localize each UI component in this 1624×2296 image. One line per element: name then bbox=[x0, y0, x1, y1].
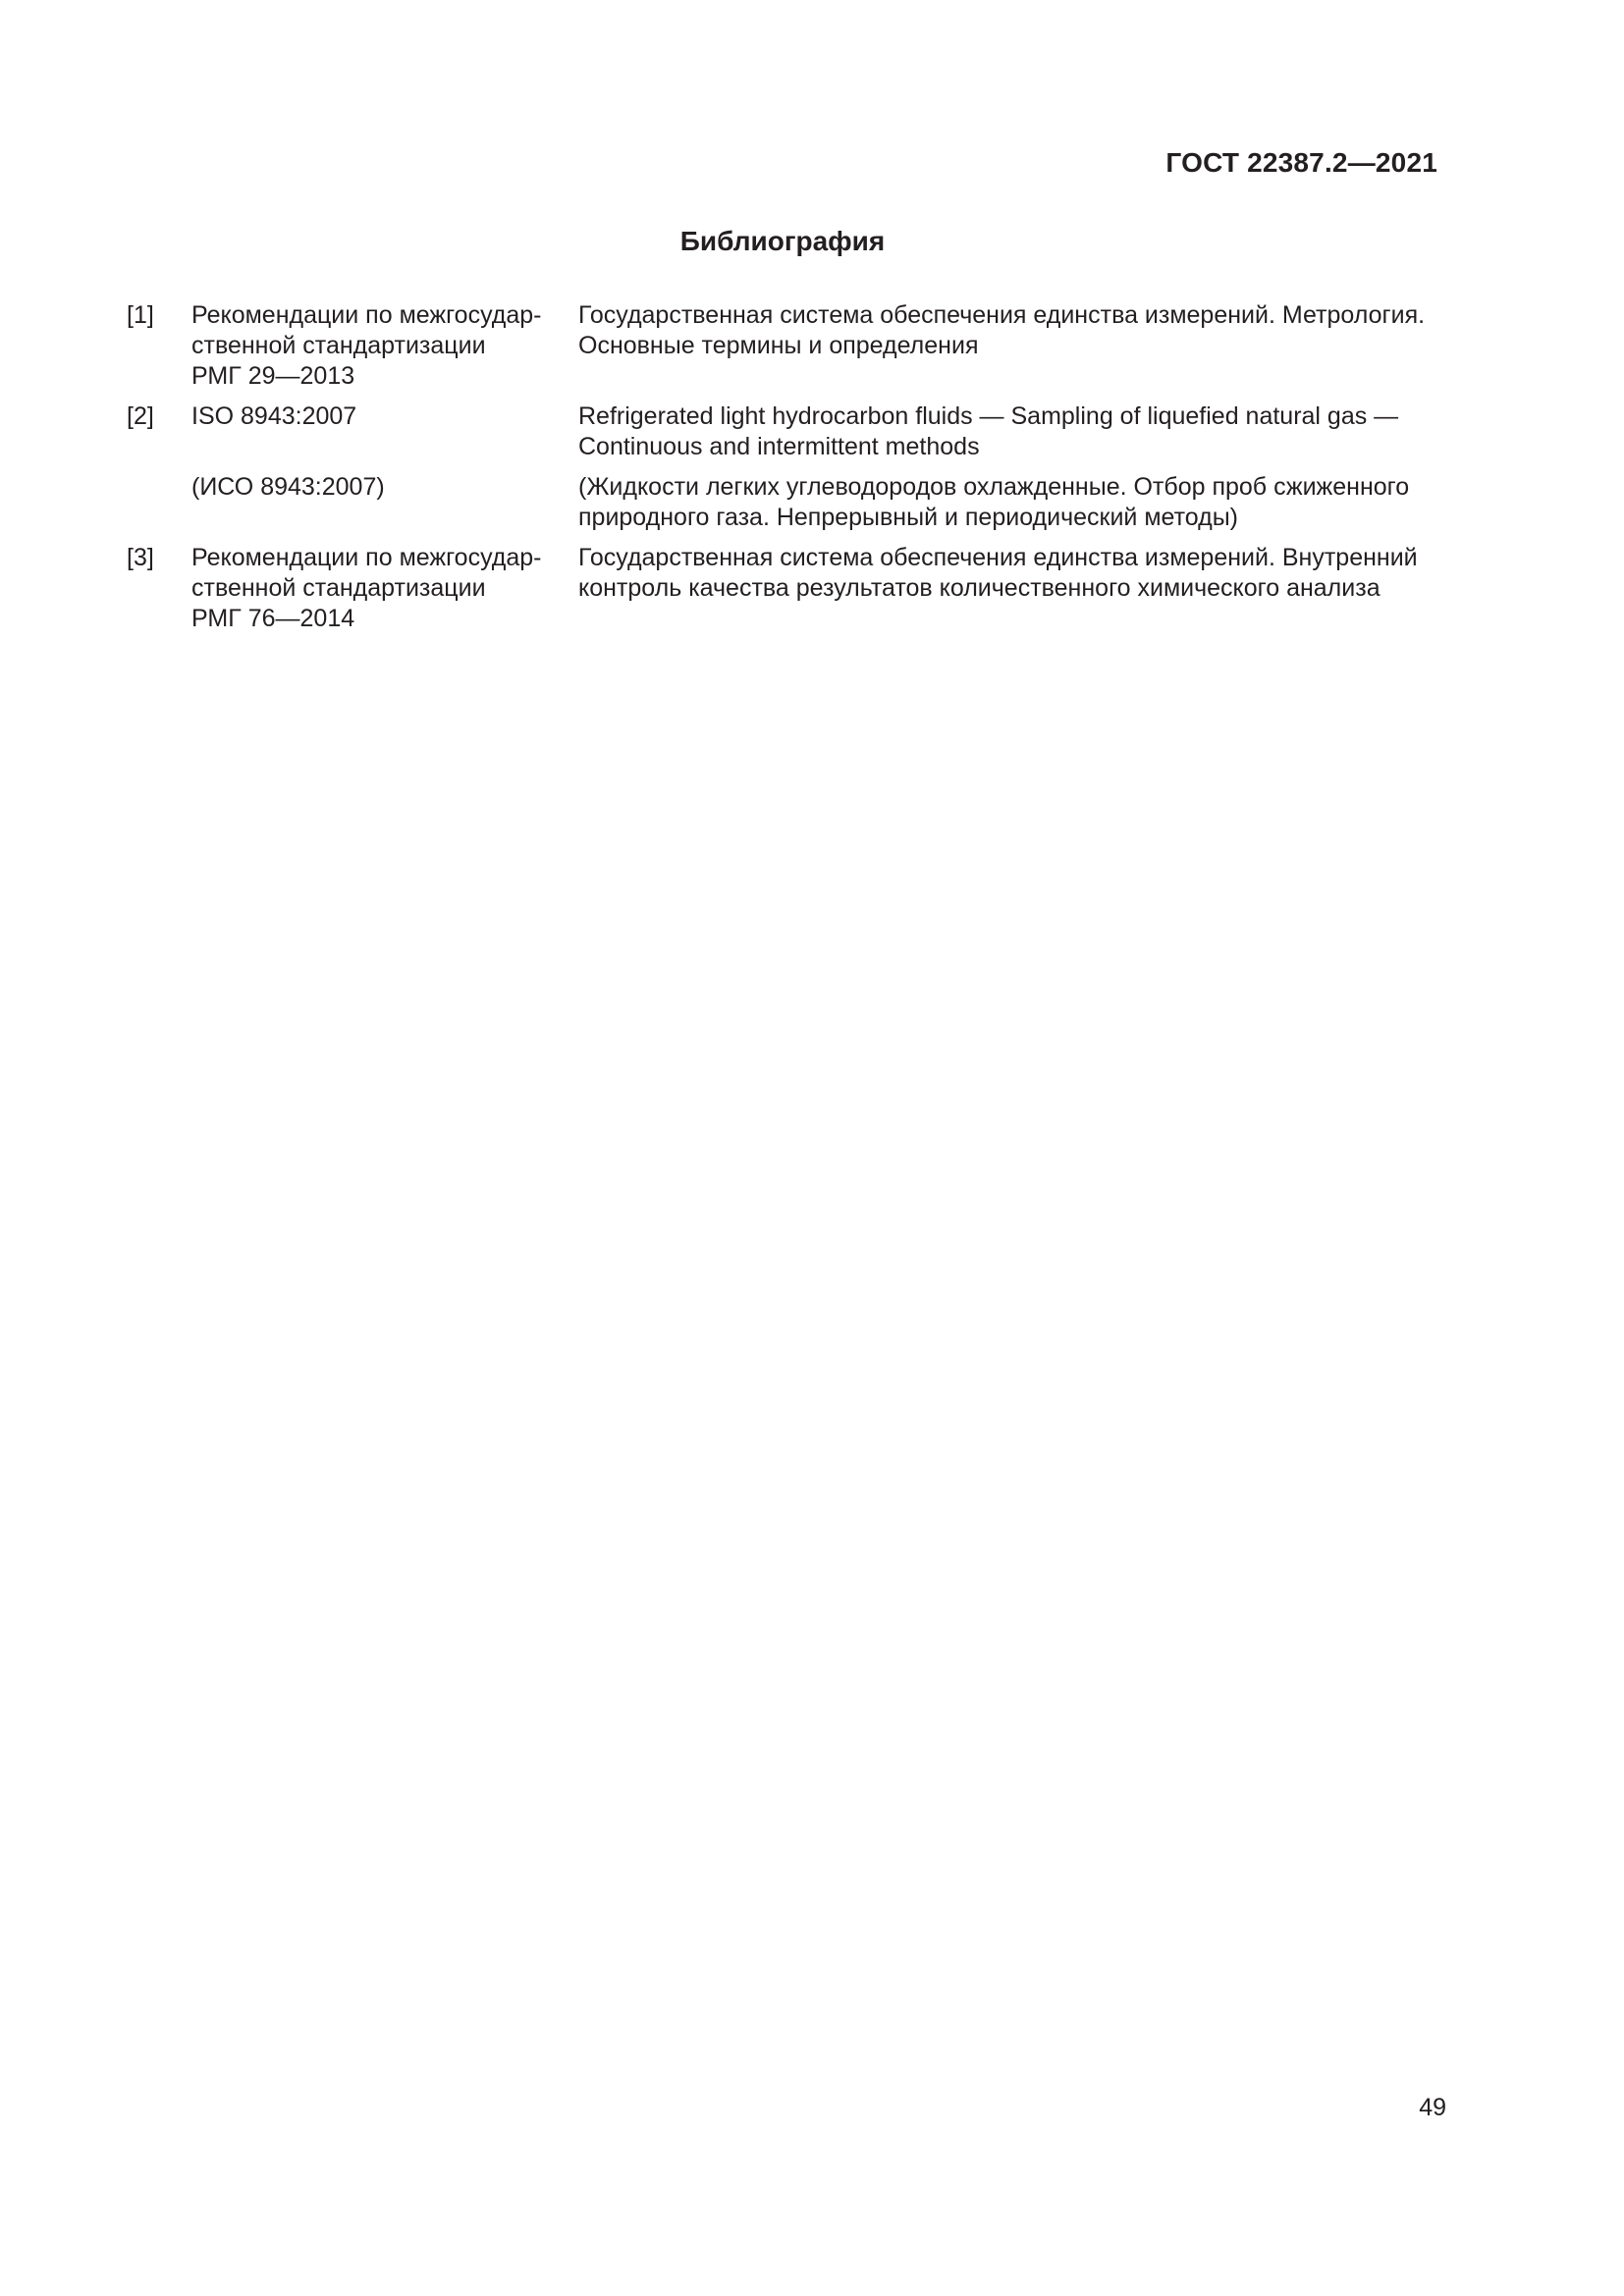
page-number: 49 bbox=[1419, 2094, 1446, 2121]
reference-line: ISO 8943:2007 bbox=[191, 402, 357, 430]
title-line: (Жидкости легких углеводородов охлажденные. Отбор проб сжиженного bbox=[578, 473, 1410, 501]
title-line: контроль качества результатов количественного химического анализа bbox=[578, 574, 1380, 602]
reference-line: РМГ 29—2013 bbox=[191, 362, 355, 390]
reference-line: ственной стандартизации bbox=[191, 574, 486, 602]
entry-reference bbox=[191, 300, 578, 392]
entry-title bbox=[578, 543, 1437, 634]
entry-number: [3] bbox=[127, 544, 154, 571]
bibliography-list bbox=[127, 300, 1437, 644]
entry-number: [2] bbox=[127, 402, 154, 430]
entry-number bbox=[127, 472, 191, 533]
entry-title bbox=[578, 472, 1437, 533]
title-line: Государственная система обеспечения единства измерений. Внутренний bbox=[578, 544, 1418, 571]
entry-number: [1] bbox=[127, 301, 154, 329]
document-code: ГОСТ 22387.2—2021 bbox=[1165, 147, 1437, 178]
reference-line: Рекомендации по межгосудар- bbox=[191, 544, 542, 571]
reference-line: Рекомендации по межгосудар- bbox=[191, 301, 542, 329]
title-line: Continuous and intermittent methods bbox=[578, 433, 980, 460]
entry-title bbox=[578, 401, 1437, 462]
reference-line: (ИСО 8943:2007) bbox=[191, 473, 385, 501]
section-title: Библиография bbox=[679, 226, 886, 256]
title-line: Государственная система обеспечения единства измерений. Метрология. bbox=[578, 301, 1426, 329]
bibliography-entry bbox=[127, 543, 1437, 634]
bibliography-entry-translation bbox=[127, 472, 1437, 533]
title-line: природного газа. Непрерывный и периодический методы) bbox=[578, 504, 1239, 531]
entry-reference bbox=[191, 401, 578, 462]
bibliography-entry bbox=[127, 401, 1437, 462]
entry-reference bbox=[191, 472, 578, 533]
bibliography-entry bbox=[127, 300, 1437, 392]
reference-line: РМГ 76—2014 bbox=[191, 605, 355, 632]
title-line: Refrigerated light hydrocarbon fluids — Sampling of liquefied natural gas — bbox=[578, 402, 1399, 430]
entry-title bbox=[578, 300, 1437, 392]
reference-line: ственной стандартизации bbox=[191, 332, 486, 359]
entry-reference bbox=[191, 543, 578, 634]
title-line: Основные термины и определения bbox=[578, 332, 979, 359]
